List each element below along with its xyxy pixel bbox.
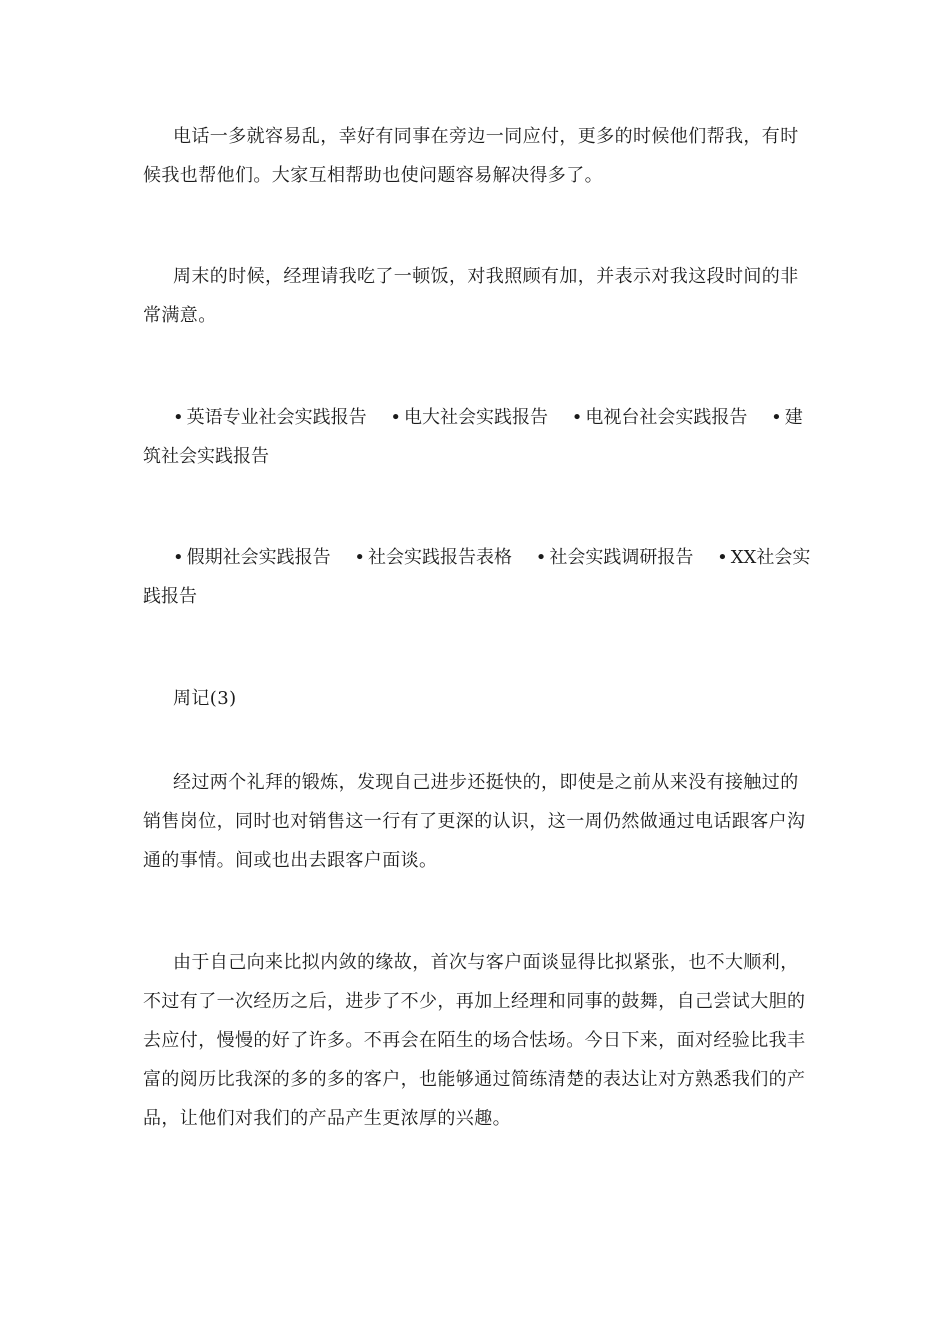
paragraph: 电话一多就容易乱，幸好有同事在旁边一同应付，更多的时候他们帮我，有时候我也帮他们。大家互相帮助也使问题容易解决得多了。 [143, 126, 799, 186]
related-link[interactable]: • 电视台社会实践报告 [571, 407, 748, 428]
bullet-icon: • [535, 547, 547, 568]
paragraph: 周末的时候，经理请我吃了一顿饭，对我照顾有加，并表示对我这段时间的非常满意。 [143, 266, 799, 326]
bullet-icon: • [390, 407, 401, 428]
related-links-group-1 [143, 398, 811, 476]
paragraph: 由于自己向来比拟内敛的缘故，首次与客户面谈显得比拟紧张，也不大顺利，不过有了一次经历之后，进步了不少，再加上经理和同事的鼓舞，自己尝试大胆的去应付，慢慢的好了许多。不再会在陌生的场合怯场。今日下来，面对经验比我丰富的阅历比我深的多的多的客户，也能够通过简练清楚的表达让对方熟悉我们的产品，让他们对我们的产品产生更浓厚的兴趣。 [143, 952, 806, 1129]
related-link[interactable]: • XX社会实践报告 [143, 547, 811, 607]
section-heading: 周记(3) [173, 688, 237, 709]
related-link[interactable]: • 电大社会实践报告 [390, 407, 548, 428]
related-links-group-2 [143, 538, 811, 616]
related-link[interactable]: • 假期社会实践报告 [173, 547, 331, 568]
bullet-icon: • [771, 407, 782, 428]
bullet-icon: • [354, 547, 365, 568]
related-link[interactable]: • 社会实践调研报告 [535, 547, 694, 568]
related-link[interactable]: • 英语专业社会实践报告 [173, 407, 367, 428]
bullet-icon: • [173, 407, 184, 428]
related-link[interactable]: • 建筑社会实践报告 [143, 407, 803, 467]
paragraph: 经过两个礼拜的锻炼，发现自己进步还挺快的，即使是之前从来没有接触过的销售岗位，同时也对销售这一行有了更深的认识，这一周仍然做通过电话跟客户沟通的事情。间或也出去跟客户面谈。 [143, 772, 806, 871]
bullet-icon: • [571, 407, 583, 428]
bullet-icon: • [717, 547, 728, 568]
bullet-icon: • [173, 547, 184, 568]
related-link[interactable]: • 社会实践报告表格 [354, 547, 512, 568]
